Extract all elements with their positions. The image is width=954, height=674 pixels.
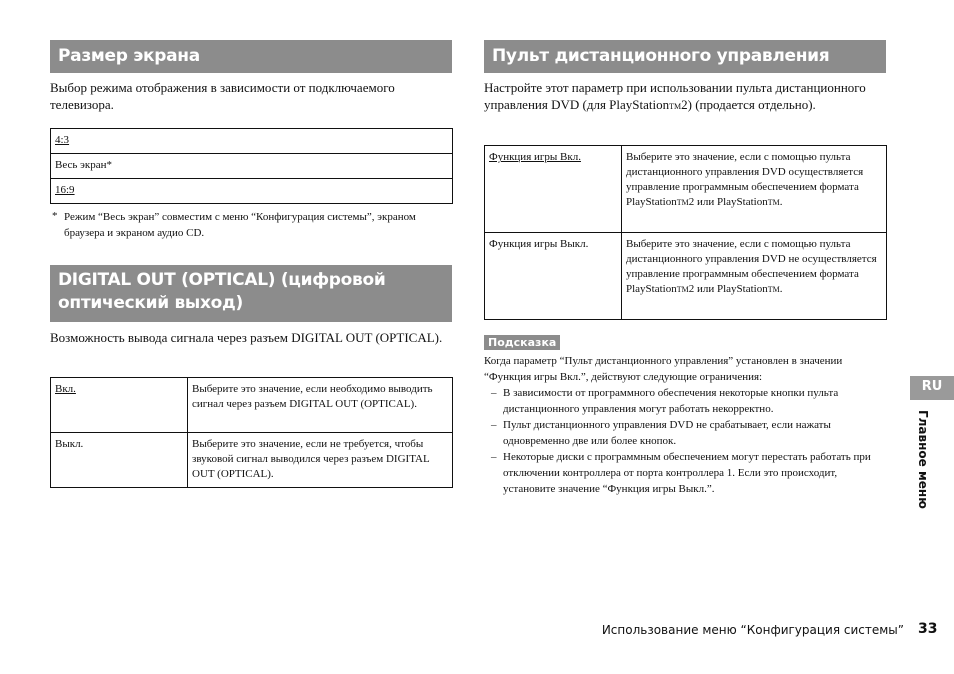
language-tab: RU (910, 376, 954, 400)
option-fullscreen: Весь экран* (55, 159, 112, 171)
option-game-on: Функция игры Вкл. (489, 151, 581, 163)
desc-text: . (779, 196, 783, 208)
option-game-off-description (622, 233, 887, 320)
desc-text: 2 или PlayStation (688, 283, 768, 295)
table-row (51, 129, 453, 154)
table-row (485, 146, 887, 233)
desc-text: Выберите это значение, если с помощью пульта дистанционного управления DVD не осуществляется управление программным обеспечением формата PlayStation (626, 238, 877, 295)
table-row (51, 154, 453, 179)
option-on: Вкл. (55, 383, 76, 395)
table-row (485, 233, 887, 320)
list-item: – Некоторые диски с программным обеспечением могут перестать работать при отключении контроллера от порта контроллера 1. Если это происходит, установите значение “Функция игры Выкл.”. (484, 449, 886, 497)
desc-text: Выберите это значение, если с помощью пульта дистанционного управления DVD осуществляется управление программным обеспечением формата PlayStation (626, 151, 864, 208)
option-4-3: 4:3 (55, 134, 70, 146)
remote-heading: Пульт дистанционного управления (484, 40, 886, 73)
list-item: – В зависимости от программного обеспечения некоторые кнопки пульта дистанционного управления могут работать некорректно. (484, 385, 886, 417)
desc-text: . (779, 283, 783, 295)
remote-intro-b: 2) (продается отдельно). (681, 97, 816, 112)
option-off: Выкл. (55, 438, 84, 450)
digital-out-intro: Возможность вывода сигнала через разъем DIGITAL OUT (OPTICAL). (50, 330, 443, 345)
footer-title: Использование меню “Конфигурация системы” (601, 623, 904, 637)
screen-size-intro: Выбор режима отображения в зависимости от подключаемого телевизора. (50, 80, 395, 112)
option-16-9: 16:9 (55, 184, 75, 196)
section-label: Главное меню (916, 410, 930, 509)
desc-text: 2 или PlayStation (688, 196, 768, 208)
tm-mark: TM (767, 198, 780, 207)
table-row (51, 378, 453, 433)
hint-list (484, 385, 886, 497)
page-number: 33 (918, 621, 938, 637)
tm-mark: TM (676, 198, 689, 207)
remote-intro (484, 79, 884, 115)
option-game-on-description (622, 146, 887, 233)
option-off-description: Выберите это значение, если не требуется, чтобы звуковой сигнал выводился через разъем DIGITAL OUT (OPTICAL). (188, 433, 453, 488)
hint-badge: Подсказка (484, 335, 560, 350)
digital-out-heading: DIGITAL OUT (OPTICAL) (цифровой оптический выход) (50, 265, 452, 322)
list-item: – Пульт дистанционного управления DVD не срабатывает, если нажаты одновременно две или более кнопок. (484, 417, 886, 449)
option-on-description: Выберите это значение, если необходимо выводить сигнал через разъем DIGITAL OUT (OPTICAL). (188, 378, 453, 433)
tm-mark: TM (767, 285, 780, 294)
remote-intro-a: Настройте этот параметр при использовании пульта дистанционного управления DVD (для PlayStation (484, 80, 866, 112)
screen-size-heading: Размер экрана (50, 40, 452, 73)
hint-intro: Когда параметр “Пульт дистанционного управления” установлен в значении “Функция игры Вкл.”, действуют следующие ограничения: (484, 355, 843, 383)
tm-mark: TM (676, 285, 689, 294)
remote-table (484, 145, 887, 320)
screen-size-table (50, 128, 453, 204)
table-row (51, 179, 453, 204)
option-game-off: Функция игры Выкл. (489, 238, 589, 250)
tm-mark: TM (669, 102, 682, 111)
digital-out-table (50, 377, 453, 488)
table-row (51, 433, 453, 488)
screen-size-footnote: Режим “Весь экран” совместим с меню “Конфигурация системы”, экраном браузера и экраном аудио CD. (64, 211, 416, 239)
footnote-mark: * (52, 210, 58, 222)
